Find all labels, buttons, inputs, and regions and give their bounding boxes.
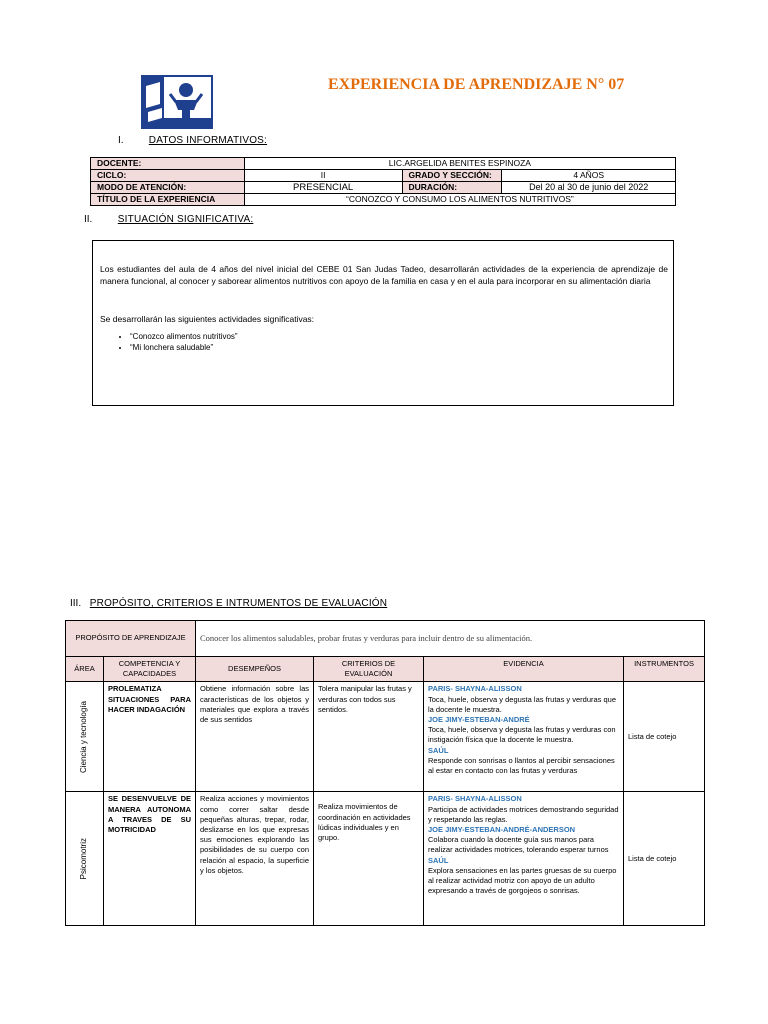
area-label: Ciencia y tecnología: [79, 700, 89, 773]
header-desempenos: DESEMPEÑOS: [196, 657, 314, 682]
student-group-name: PARIS- SHAYNA-ALISSON: [428, 684, 522, 694]
ciclo-label: CICLO:: [91, 170, 245, 182]
header-criterios: CRITERIOS DE EVALUACIÓN: [314, 657, 424, 682]
docente-value: LIC.ARGELIDA BENITES ESPINOZA: [244, 158, 675, 170]
evaluation-table: [65, 620, 705, 926]
list-item: • “Mi lonchera saludable”: [130, 342, 238, 353]
grado-label: GRADO Y SECCIÓN:: [402, 170, 502, 182]
modo-value: PRESENCIAL: [244, 182, 402, 194]
desempenos-cell: Obtiene información sobre las características de los objetos y materiales que explora a través de sus sentidos: [196, 682, 314, 792]
proposito-value: Conocer los alimentos saludables, probar frutas y verduras para incluir dentro de su alimentación.: [196, 621, 705, 657]
section-label: DATOS INFORMATIVOS:: [148, 135, 268, 146]
ciclo-value: II: [244, 170, 402, 182]
info-table: [90, 157, 676, 206]
student-group-name: SAÚL: [428, 855, 449, 865]
area-cell: [66, 682, 104, 792]
evidence-text: Toca, huele, observa y degusta las frutas y verduras con instigación física que la docente le muestra.: [428, 725, 616, 745]
evidence-text: Colabora cuando la docente guía sus manos para realizar actividades motrices, tolerando esperar turnos: [428, 835, 609, 855]
student-group-name: JOE JIMY-ESTEBAN-ANDRÉ: [428, 715, 530, 725]
header-competencia: COMPETENCIA Y CAPACIDADES: [104, 657, 196, 682]
situacion-intro: Se desarrollarán las siguientes actividades significativas:: [100, 314, 315, 324]
instrumentos-cell: Lista de cotejo: [624, 682, 705, 792]
section-number: III.: [70, 598, 82, 609]
evidencia-cell: [424, 682, 624, 792]
school-logo: [140, 74, 214, 130]
situacion-paragraph: Los estudiantes del aula de 4 años del nivel inicial del CEBE 01 San Judas Tadeo, desarrollarán actividades de la experiencia de aprendizaje de manera funcional, al conocer y saborear alimentos nutritivos con apoyo de la familia en casa y en el aula para incorporar en su alimentación diaria: [100, 264, 668, 286]
evidencia-cell: [424, 792, 624, 926]
grado-value: 4 AÑOS: [502, 170, 676, 182]
section-label: SITUACIÓN SIGNIFICATIVA:: [117, 214, 254, 225]
evidence-text: Participa de actividades motrices demostrando seguridad y respetando las reglas.: [428, 804, 619, 824]
evidence-text: Responde con sonrisas o llantos al percibir sensaciones al estar en contacto con las frutas y verduras: [428, 755, 615, 776]
competencia-cell: SE DESENVUELVE DE MANERA AUTONOMA A TRAVES DE SU MOTRICIDAD: [104, 792, 196, 926]
area-cell: [66, 792, 104, 926]
activities-list: [100, 331, 238, 353]
instrumentos-cell: Lista de cotejo: [624, 792, 705, 926]
desempenos-cell: Realiza acciones y movimientos como correr saltar desde pequeñas alturas, trepar, rodar, deslizarse en los que expresas sus emociones explorando las posibilidades de su cuerpo con relación al espacio, la superficie y los objetos.: [196, 792, 314, 926]
section-3-heading: [70, 598, 387, 609]
header-instrumentos: INSTRUMENTOS: [624, 657, 705, 682]
student-group-name: PARIS- SHAYNA-ALISSON: [428, 794, 522, 804]
area-label: Psicomotriz: [79, 838, 89, 880]
list-item: • “Conozco alimentos nutritivos”: [130, 331, 238, 342]
evidence-text: Explora sensaciones en las partes gruesas de su cuerpo al realizar actividad motriz con apoyo de un adulto expresando a través de gorgojeos o sonrisas.: [428, 865, 617, 896]
header-area: ÁREA: [66, 657, 104, 682]
competencia-cell: PROLEMATIZA SITUACIONES PARA HACER INDAGACIÓN: [104, 682, 196, 792]
table-row: [66, 682, 705, 792]
proposito-label: PROPÓSITO DE APRENDIZAJE: [66, 621, 196, 657]
docente-label: DOCENTE:: [91, 158, 245, 170]
section-2-heading: [84, 214, 253, 225]
titulo-label: TÍTULO DE LA EXPERIENCIA: [91, 194, 245, 206]
student-group-name: JOE JIMY-ESTEBAN-ANDRÉ-ANDERSON: [428, 825, 576, 835]
duracion-label: DURACIÓN:: [402, 182, 502, 194]
modo-label: MODO DE ATENCIÓN:: [91, 182, 245, 194]
student-group-name: SAÚL: [428, 745, 449, 755]
situacion-box: [92, 240, 674, 406]
table-row: [66, 792, 705, 926]
section-number: I.: [118, 135, 124, 146]
criterios-cell: Tolera manipular las frutas y verduras con todos sus sentidos.: [314, 682, 424, 792]
section-1-heading: [118, 135, 267, 146]
header-evidencia: EVIDENCIA: [424, 657, 624, 682]
evidence-text: Toca, huele, observa y degusta las frutas y verduras que la docente le muestra.: [428, 694, 617, 714]
section-label: PROPÓSITO, CRITERIOS E INTRUMENTOS DE EVALUACIÓN: [89, 598, 388, 609]
duracion-value: Del 20 al 30 de junio del 2022: [502, 182, 676, 194]
page-title: EXPERIENCIA DE APRENDIZAJE N° 07: [328, 76, 625, 93]
criterios-cell: Realiza movimientos de coordinación en actividades lúdicas individuales y en grupo.: [314, 792, 424, 926]
titulo-value: “CONOZCO Y CONSUMO LOS ALIMENTOS NUTRITIVOS”: [244, 194, 675, 206]
section-number: II.: [84, 214, 93, 225]
